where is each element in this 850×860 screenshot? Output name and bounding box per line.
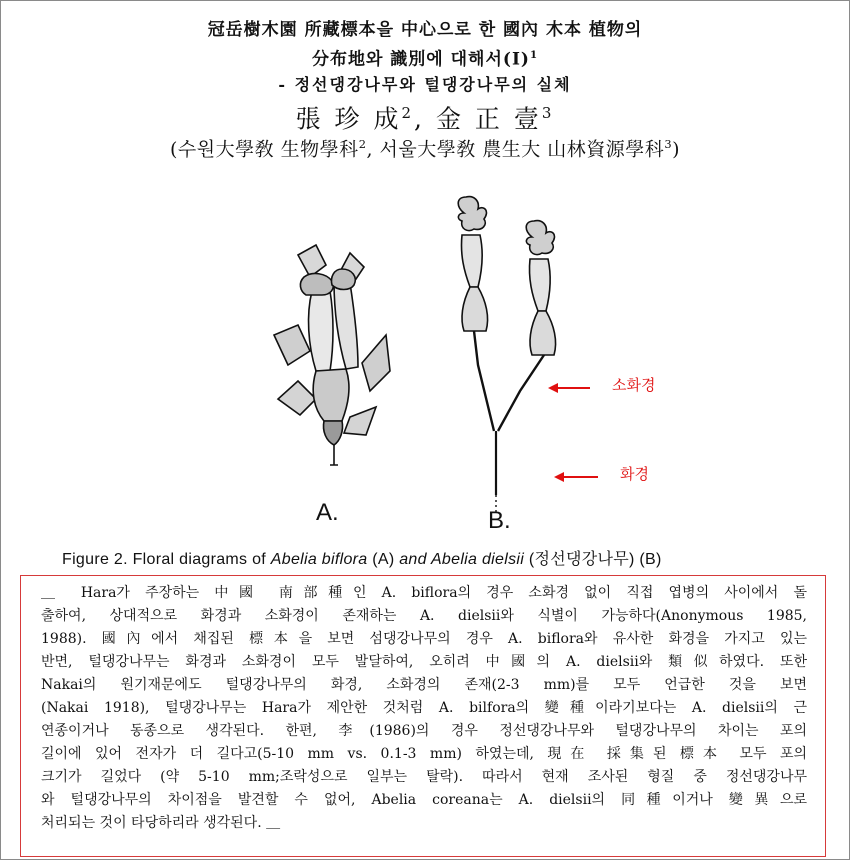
caption-part-3: (정선댕강나무) (B) — [524, 551, 662, 568]
figure-caption — [62, 546, 822, 569]
affiliation-part-1: (수원大學敎 生物學科 — [170, 138, 359, 161]
floral-drawing-a — [250, 195, 810, 540]
annotation-arrow-pedicel — [546, 381, 606, 395]
author-1: 張 珍 成 — [295, 104, 402, 134]
highlighted-paragraph-box — [20, 575, 826, 857]
affiliation-part-2: , 서울大學敎 農生大 山林資源學科 — [366, 138, 665, 161]
body-line: 출하여, 상대적으로 화경과 소화경이 존재하는 A. dielsii와 식별이 가능하다(Anonymous 1985, — [41, 608, 807, 624]
body-line: Nakai의 원기재문에도 털댕강나무의 화경, 소화경의 존재(2-3 mm)를 모두 언급한 것을 보면 — [41, 677, 807, 693]
affiliation — [0, 130, 850, 163]
annotation-pedicel-label: 소화경 — [612, 377, 656, 394]
body-line: 처리되는 것이 타당하리라 생각된다. ＿ — [41, 815, 281, 831]
title-footnote-mark: 1 — [529, 49, 539, 61]
author-2-mark: 3 — [541, 104, 555, 122]
caption-part-2: (A) — [367, 551, 400, 568]
title-line-2 — [0, 43, 850, 73]
body-line: 1988). 國內에서 채집된 標本을 보면 섬댕강나무의 경우 A. biflora와 유사한 화경을 가지고 있는 — [41, 631, 807, 647]
author-2: 金 正 壹 — [435, 104, 542, 134]
body-paragraph — [41, 582, 807, 835]
title-line-2-text: 分布地와 識別에 대해서(I) — [311, 49, 530, 70]
affiliation-mark-1: 2 — [358, 137, 367, 151]
body-line: 반면, 털댕강나무는 화경과 소화경이 모두 발달하여, 오히려 中國의 A. dielsii와 類似하였다. 또한 — [41, 654, 807, 670]
caption-species-2: and Abelia dielsii — [399, 551, 525, 568]
body-line: ＿ Hara가 주장하는 中國 南部種인 A. biflora의 경우 소화경 없이 직접 엽병의 사이에서 돌 — [41, 585, 807, 601]
annotation-arrow-peduncle — [552, 470, 612, 484]
annotation-peduncle-label: 화경 — [620, 466, 649, 483]
paper-title — [0, 18, 850, 97]
body-line: (Nakai 1918), 털댕강나무는 Hara가 제안한 것처럼 A. bilfora의 變種이라기보다는 A. dielsii의 근 — [41, 700, 807, 716]
body-line: 크기가 길었다 (약 5-10 mm;조락성으로 일부는 탈락). 따라서 현재 조사된 형질 중 정선댕강나무 — [41, 769, 807, 785]
author-1-mark: 2 — [401, 104, 415, 122]
affiliation-part-3: ) — [672, 138, 680, 161]
body-line: 연종이거나 동종으로 생각된다. 한편, 李(1986)의 경우 정선댕강나무와 털댕강나무의 차이는 포의 — [41, 723, 807, 739]
body-line: 와 털댕강나무의 차이점을 발견할 수 없어, Abelia coreana는 A. dielsii의 同種이거나 變異으로 — [41, 792, 807, 808]
body-line: 길이에 있어 전자가 더 길다고(5-10 mm vs. 0.1-3 mm) 하였는데, 現在 採集된 標本 모두 포의 — [41, 746, 807, 762]
authors — [0, 98, 850, 134]
figure-label-b: B. — [488, 507, 511, 534]
title-line-1: 冠岳樹木園 所藏標本을 中心으로 한 國內 木本 植物의 — [207, 20, 643, 40]
floral-figure — [250, 195, 810, 540]
author-separator: , — [414, 104, 436, 134]
affiliation-mark-2: 3 — [664, 137, 673, 151]
caption-part-1: Figure 2. Floral diagrams of — [62, 551, 271, 568]
figure-label-a: A. — [316, 499, 339, 526]
caption-species-1: Abelia biflora — [270, 551, 368, 568]
subtitle: - 정선댕강나무와 털댕강나무의 실체 — [278, 74, 572, 94]
